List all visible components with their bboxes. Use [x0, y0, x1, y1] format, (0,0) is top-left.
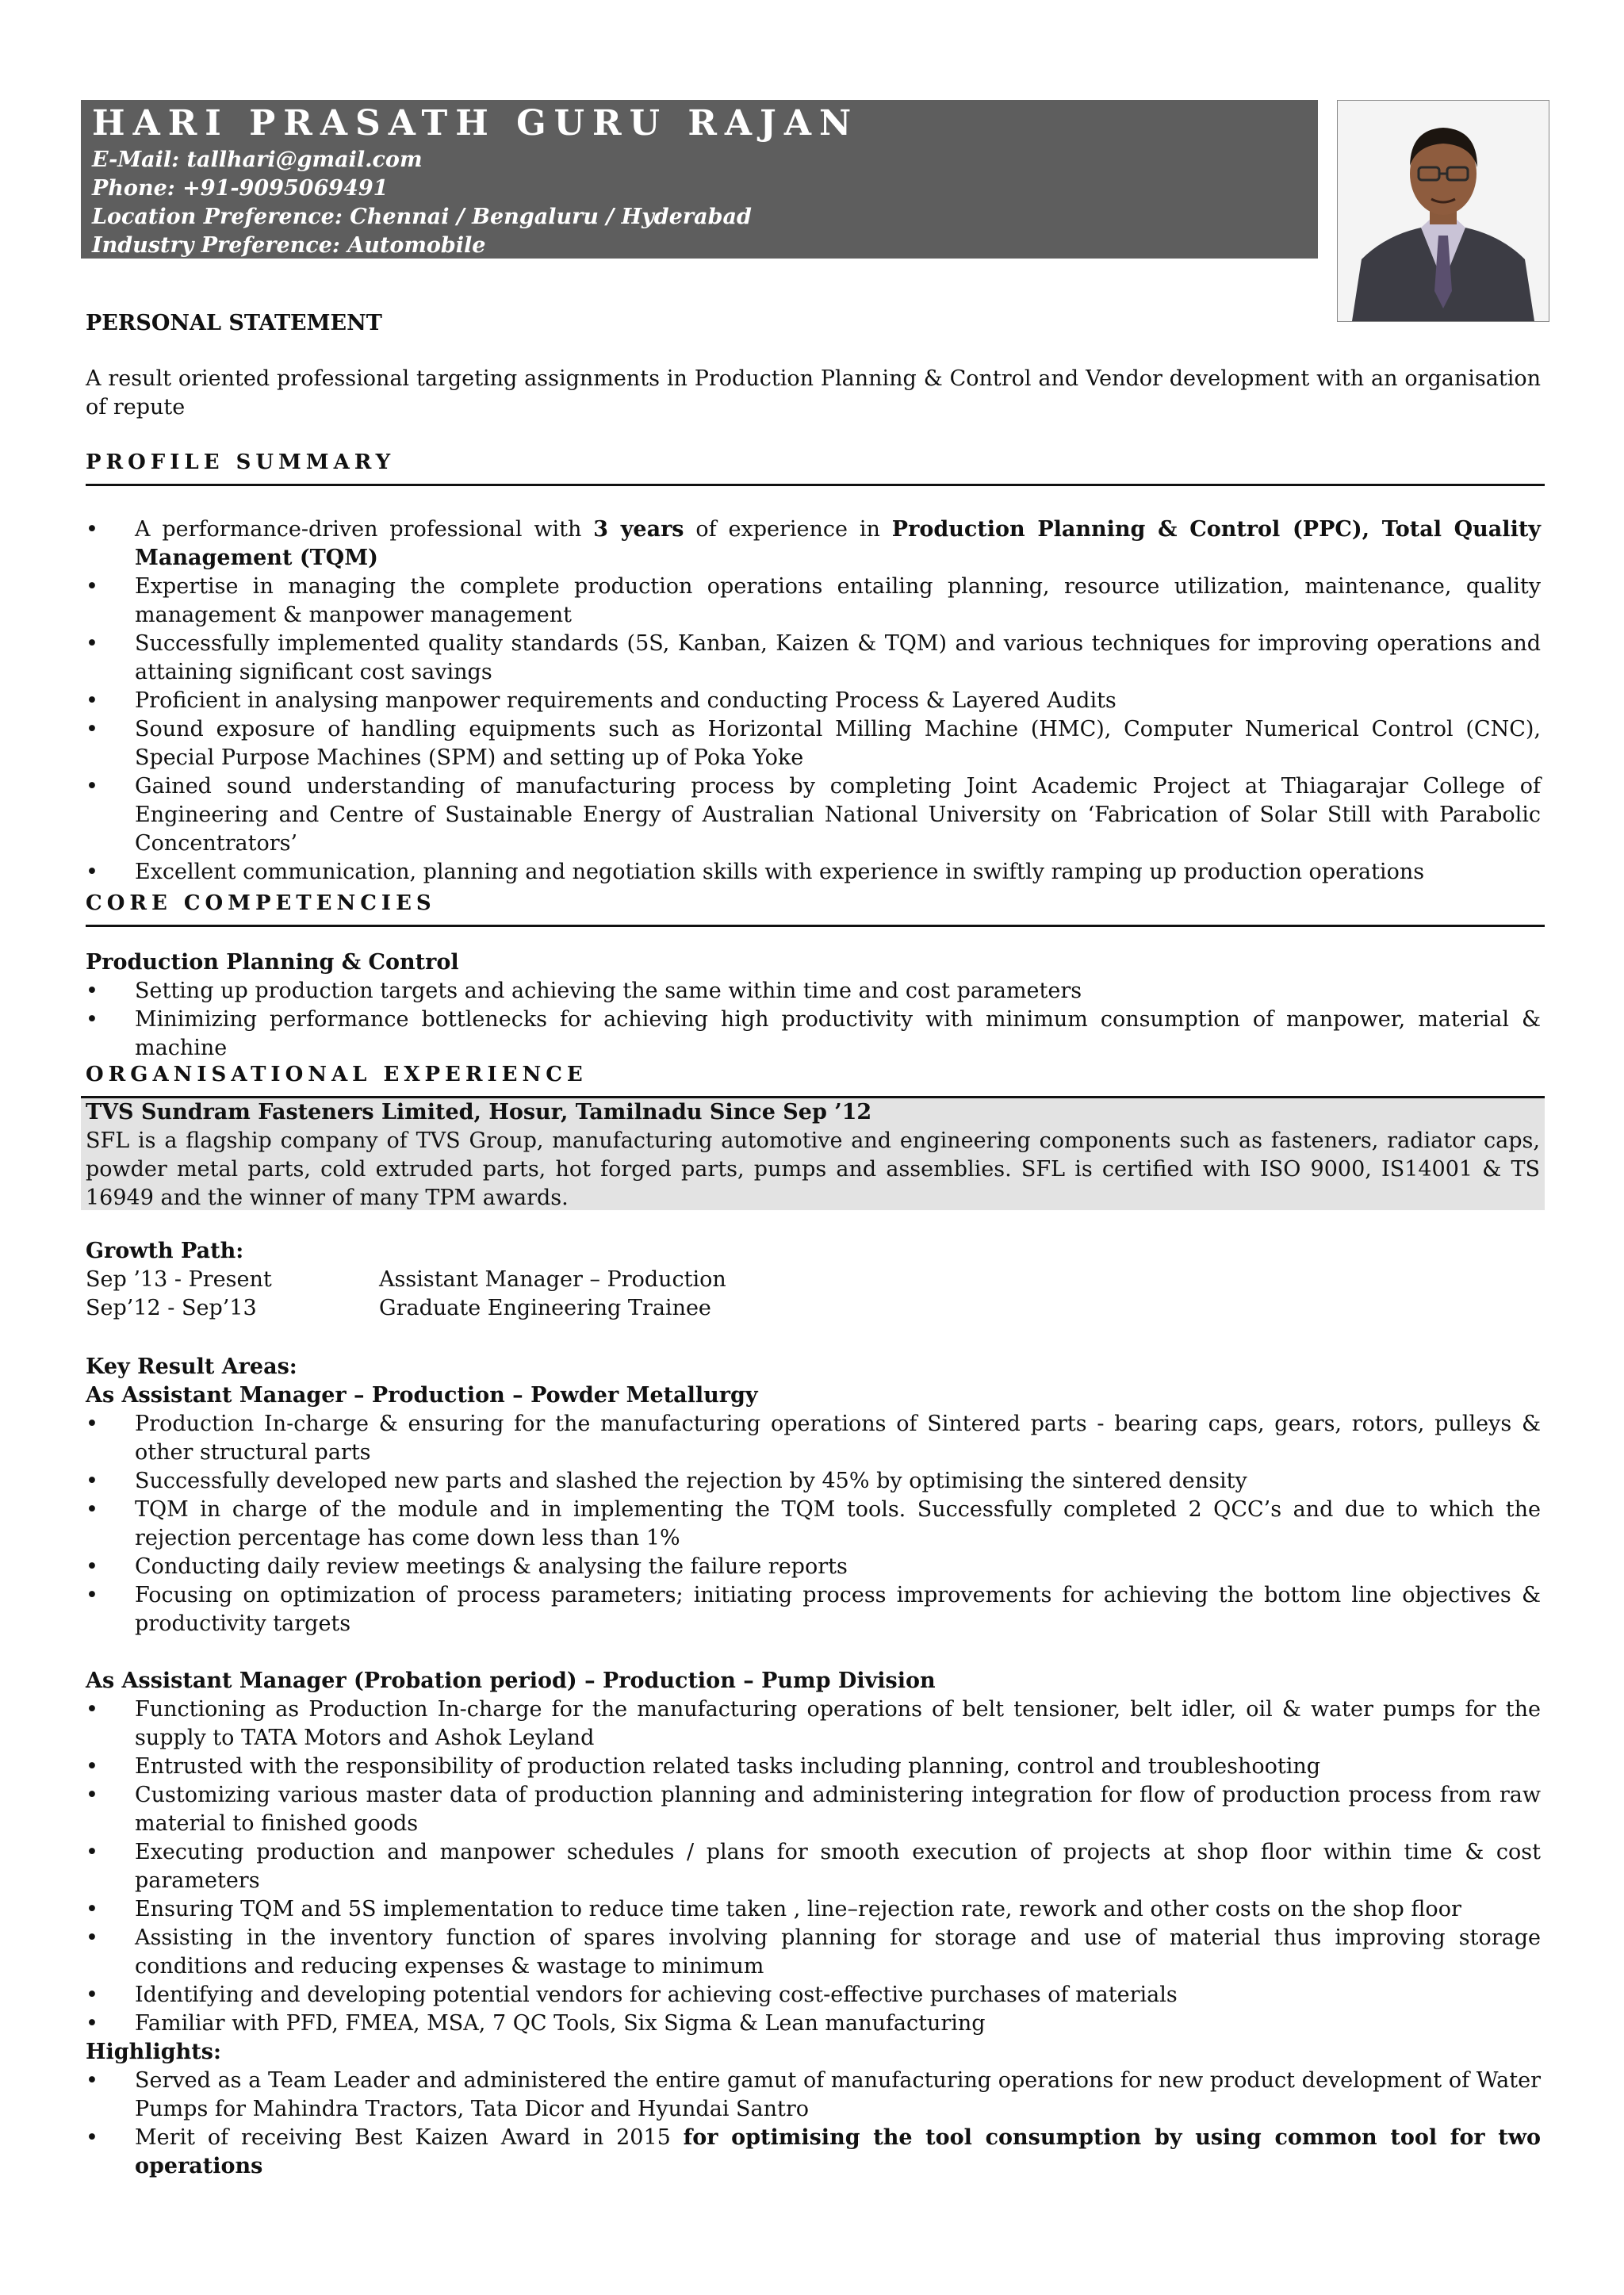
list-item: • Setting up production targets and achieving the same within time and cost parameters	[86, 977, 1541, 1006]
company-description: SFL is a flagship company of TVS Group, manufacturing automotive and engineering components such as fasteners, radiator caps, powder metal parts, cold extruded parts, hot forged parts, pumps and assemblies. SFL is certified with ISO 9000, IS14001 & TS 16949 and the winner of many TPM awards.	[86, 1128, 1540, 1210]
personal-statement-heading: PERSONAL STATEMENT	[86, 311, 382, 335]
core-competencies-list	[86, 977, 1541, 1063]
core-competencies-subtitle: Production Planning & Control	[86, 950, 459, 975]
list-item: • Customizing various master data of production planning and administering integration for flow of production process from raw material to finished goods	[86, 1781, 1541, 1838]
portrait-image	[1338, 101, 1549, 321]
list-item: • Ensuring TQM and 5S implementation to reduce time taken , line–rejection rate, rework and other costs on the shop floor	[86, 1895, 1541, 1924]
list-item: • Minimizing performance bottlenecks for achieving high productivity with minimum consumption of manpower, material & machine	[86, 1006, 1541, 1063]
list-item: • Production In-charge & ensuring for the manufacturing operations of Sintered parts - bearing caps, gears, rotors, pulleys & other structural parts	[86, 1410, 1541, 1467]
role1-list	[86, 1410, 1541, 1638]
list-item: • Gained sound understanding of manufacturing process by completing Joint Academic Project at Thiagarajar College of Engineering and Centre of Sustainable Energy of Australian National University on ‘Fabrication of Solar Still with Parabolic Concentrators’	[86, 772, 1541, 858]
company-name: TVS Sundram Fasteners Limited, Hosur, Tamilnadu Since Sep ’12	[86, 1100, 872, 1125]
growth-role: Assistant Manager – Production	[379, 1267, 726, 1292]
location-line: Location Preference: Chennai / Bengaluru / Hyderabad	[92, 205, 752, 229]
list-item: • Sound exposure of handling equipments such as Horizontal Milling Machine (HMC), Computer Numerical Control (CNC), Special Purpose Machines (SPM) and setting up of Poka Yoke	[86, 715, 1541, 772]
role2-list	[86, 1695, 1541, 2038]
profile-summary-heading: PROFILE SUMMARY	[86, 449, 1545, 486]
list-item: • Successfully developed new parts and slashed the rejection by 45% by optimising the sintered density	[86, 1467, 1541, 1496]
list-item: • Executing production and manpower schedules / plans for smooth execution of projects at shop floor within time & cost parameters	[86, 1838, 1541, 1895]
list-item: • Excellent communication, planning and negotiation skills with experience in swiftly ramping up production operations	[86, 858, 1541, 887]
email-line: E-Mail: tallhari@gmail.com	[92, 148, 423, 172]
role2-heading: As Assistant Manager (Probation period) – Production – Pump Division	[86, 1669, 936, 1693]
kra-heading: Key Result Areas:	[86, 1354, 297, 1379]
growth-path-heading: Growth Path:	[86, 1239, 244, 1263]
list-item: • Merit of receiving Best Kaizen Award in 2015 for optimising the tool consumption by using common tool for two operations	[86, 2124, 1541, 2181]
role1-heading: As Assistant Manager – Production – Powder Metallurgy	[86, 1383, 758, 1408]
profile-photo	[1337, 100, 1549, 322]
highlights-heading: Highlights:	[86, 2040, 221, 2064]
list-item: • Functioning as Production In-charge for the manufacturing operations of belt tensioner, belt idler, oil & water pumps for the supply to TATA Motors and Ashok Leyland	[86, 1695, 1541, 1753]
list-item: • Served as a Team Leader and administered the entire gamut of manufacturing operations for new product development of Water Pumps for Mahindra Tractors, Tata Dicor and Hyundai Santro	[86, 2067, 1541, 2124]
list-item: • Assisting in the inventory function of spares involving planning for storage and use of material thus improving storage conditions and reducing expenses & wastage to minimum	[86, 1924, 1541, 1981]
list-item: • Focusing on optimization of process parameters; initiating process improvements for achieving the bottom line objectives & productivity targets	[86, 1581, 1541, 1638]
company-box	[81, 1096, 1545, 1210]
highlights-list	[86, 2067, 1541, 2181]
list-item: • A performance-driven professional with 3 years of experience in Production Planning & Control (PPC), Total Quality Management (TQM)	[86, 515, 1541, 573]
list-item: • TQM in charge of the module and in implementing the TQM tools. Successfully completed 2 QCC’s and due to which the rejection percentage has come down less than 1%	[86, 1496, 1541, 1553]
phone-line: Phone: +91-9095069491	[92, 176, 389, 201]
industry-line: Industry Preference: Automobile	[92, 233, 486, 258]
list-item: • Conducting daily review meetings & analysing the failure reports	[86, 1553, 1541, 1581]
core-competencies-heading: CORE COMPETENCIES	[86, 890, 1545, 927]
profile-summary-list	[86, 515, 1541, 887]
personal-statement-text: A result oriented professional targeting assignments in Production Planning & Control and Vendor development with an organisation of repute	[86, 366, 1541, 420]
list-item: • Identifying and developing potential vendors for achieving cost-effective purchases of materials	[86, 1981, 1541, 2010]
growth-row	[86, 1266, 726, 1294]
growth-role: Graduate Engineering Trainee	[379, 1296, 711, 1320]
growth-period: Sep’12 - Sep’13	[86, 1296, 257, 1320]
growth-period: Sep ’13 - Present	[86, 1267, 272, 1292]
list-item: • Proficient in analysing manpower requirements and conducting Process & Layered Audits	[86, 687, 1541, 715]
experience-heading: ORGANISATIONAL EXPERIENCE	[86, 1063, 588, 1086]
list-item: • Entrusted with the responsibility of production related tasks including planning, control and troubleshooting	[86, 1753, 1541, 1781]
candidate-name: HARI PRASATH GURU RAJAN	[92, 103, 860, 144]
growth-row	[86, 1294, 711, 1323]
list-item: • Familiar with PFD, FMEA, MSA, 7 QC Tools, Six Sigma & Lean manufacturing	[86, 2010, 1541, 2038]
header-band	[81, 100, 1318, 259]
list-item: • Successfully implemented quality standards (5S, Kanban, Kaizen & TQM) and various techniques for improving operations and attaining significant cost savings	[86, 630, 1541, 687]
list-item: • Expertise in managing the complete production operations entailing planning, resource utilization, maintenance, quality management & manpower management	[86, 573, 1541, 630]
